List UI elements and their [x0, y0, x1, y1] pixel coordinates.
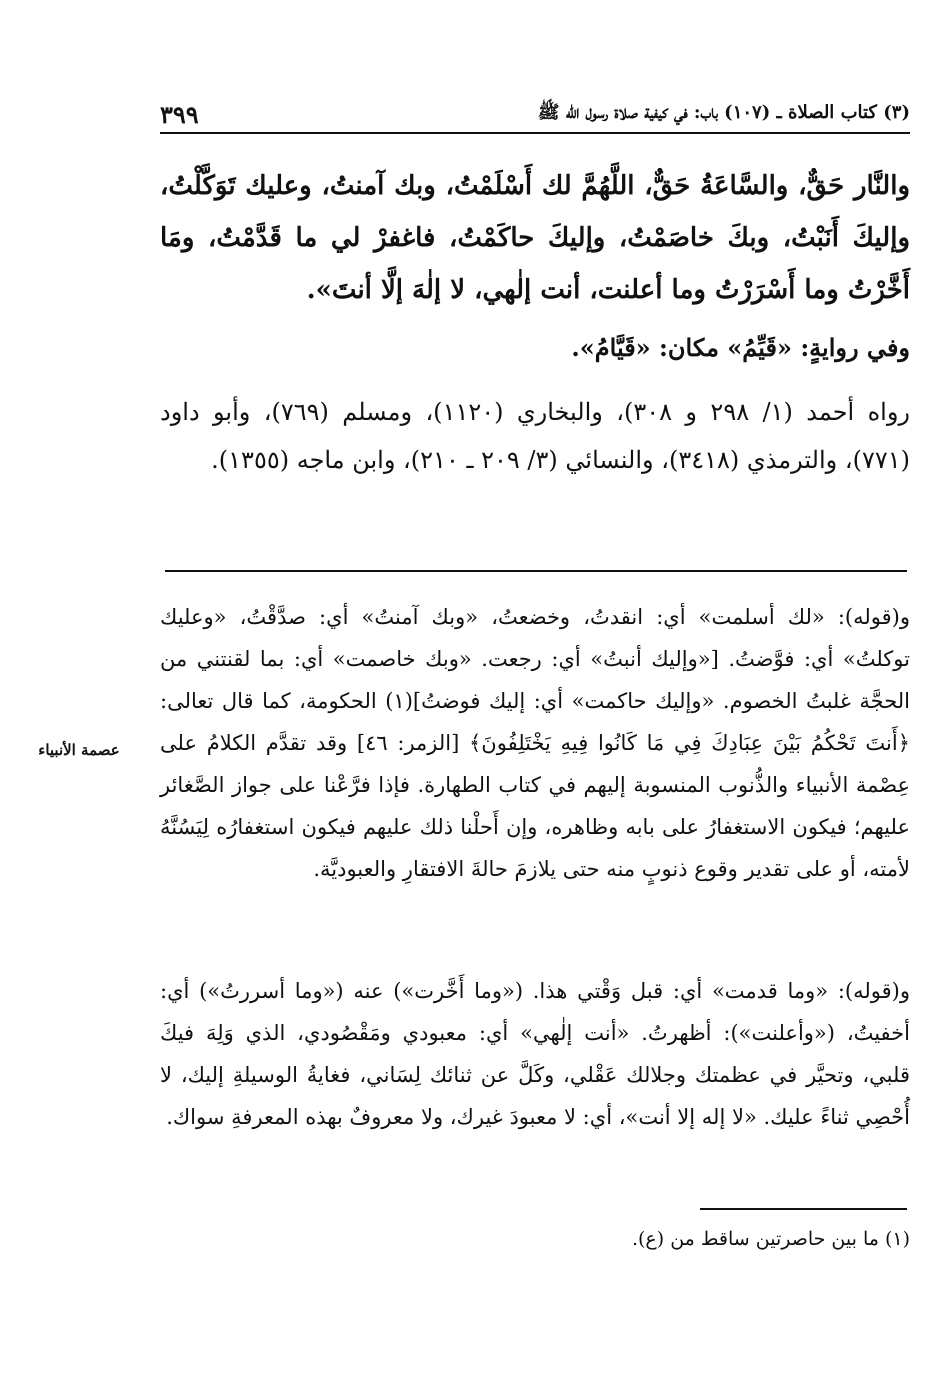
- section-divider: [165, 570, 907, 572]
- running-header: [160, 96, 910, 134]
- riwaya-note: وفي روايةٍ: «قَيِّمُ» مكان: «قَيَّامُ».: [571, 333, 910, 362]
- page-number: ٣٩٩: [160, 99, 199, 129]
- commentary-paragraph-1: و(قوله): «لك أسلمت» أي: انقدتُ، وخضعتُ، «وبك آمنتُ» أي: صدَّقْتُ، «وعليك توكلتُ» أي: فوَّضتُ. [«وإليك أنبتُ» أي: رجعت. «وبك خاصمت» أي: بما لقنتني من الحجَّة غلبتُ الخصوم. «وإليك حاكمت» أي: إليك فوضتُ](١) الحكومة، كما قال تعالى: ﴿أَنتَ تَحْكُمُ بَيْنَ عِبَادِكَ فِي مَا كَانُوا فِيهِ يَخْتَلِفُونَ﴾ [الزمر: ٤٦] وقد تقدَّم الكلامُ على عِصْمة الأنبياء والذُّنوب المنسوبة إليهم في كتاب الطهارة. فإذا فرَّعْنا على جواز الصَّغائر عليهم؛ فيكون الاستغفارُ على بابه وظاهره، وإن أَحلْنا ذلك عليهم فيكون استغفارُه لِيَسُنَّهُ لأمته، أو على تقدير وقوع ذنوبٍ منه حتى يلازمَ حالةَ الافتقارِ والعبوديَّة.: [160, 605, 911, 881]
- margin-note: عصمة الأنبياء: [38, 741, 120, 759]
- takhrij-text: رواه أحمد (١/ ٢٩٨ و ٣٠٨)، والبخاري (١١٢٠)، ومسلم (٧٦٩)، وأبو داود (٧٧١)، والترمذي (٣٤١٨)، والنسائي (٣/ ٢٠٩ ـ ٢١٠)، وابن ماجه (١٣٥٥).: [160, 398, 911, 474]
- commentary-paragraph-2: و(قوله): «وما قدمت» أي: قبل وَقْتي هذا. («وما أَخَّرت») عنه («وما أسررتُ») أي: أخفيتُ، («وأعلنت»): أظهرتُ. «أنت إلٰهي» أي: معبودي ومَقْصُودي، الذي وَلِهَ فيكَ قلبي، وتحيَّر في عظمتك وجلالك عَقْلي، وكَلَّ عن ثنائك لِسَاني، فغايةُ الوسيلةِ إليك، لا أُحْصِي ثناءً عليك. «لا إله إلا أنت»، أي: لا معبودَ غيرك، ولا معروفٌ بهذه المعرفةِ سواك.: [160, 979, 910, 1129]
- hadith-text: والنَّار حَقٌّ، والسَّاعَةُ حَقٌّ، اللَّهُمَّ لك أَسْلَمْتُ، وبك آمنتُ، وعليك تَوَكَّلْتُ، وإليكَ أَنَبْتُ، وبكَ خاصَمْتُ، وإليكَ حاكَمْتُ، فاغفرْ لي ما قَدَّمْتُ، ومَا أَخَّرْتُ وما أَسْرَرْتُ وما أعلنت، أنت إلٰهي، لا إلٰهَ إلَّا أنتَ».: [160, 171, 910, 305]
- footnote-divider: [700, 1208, 907, 1210]
- header-title: (٣) كتاب الصلاة ـ (١٠٧) باب: في كيفية صلاة رسول الله ﷺ: [537, 102, 910, 123]
- footnote: (١) ما بين حاصرتين ساقط من (ع).: [631, 1228, 910, 1250]
